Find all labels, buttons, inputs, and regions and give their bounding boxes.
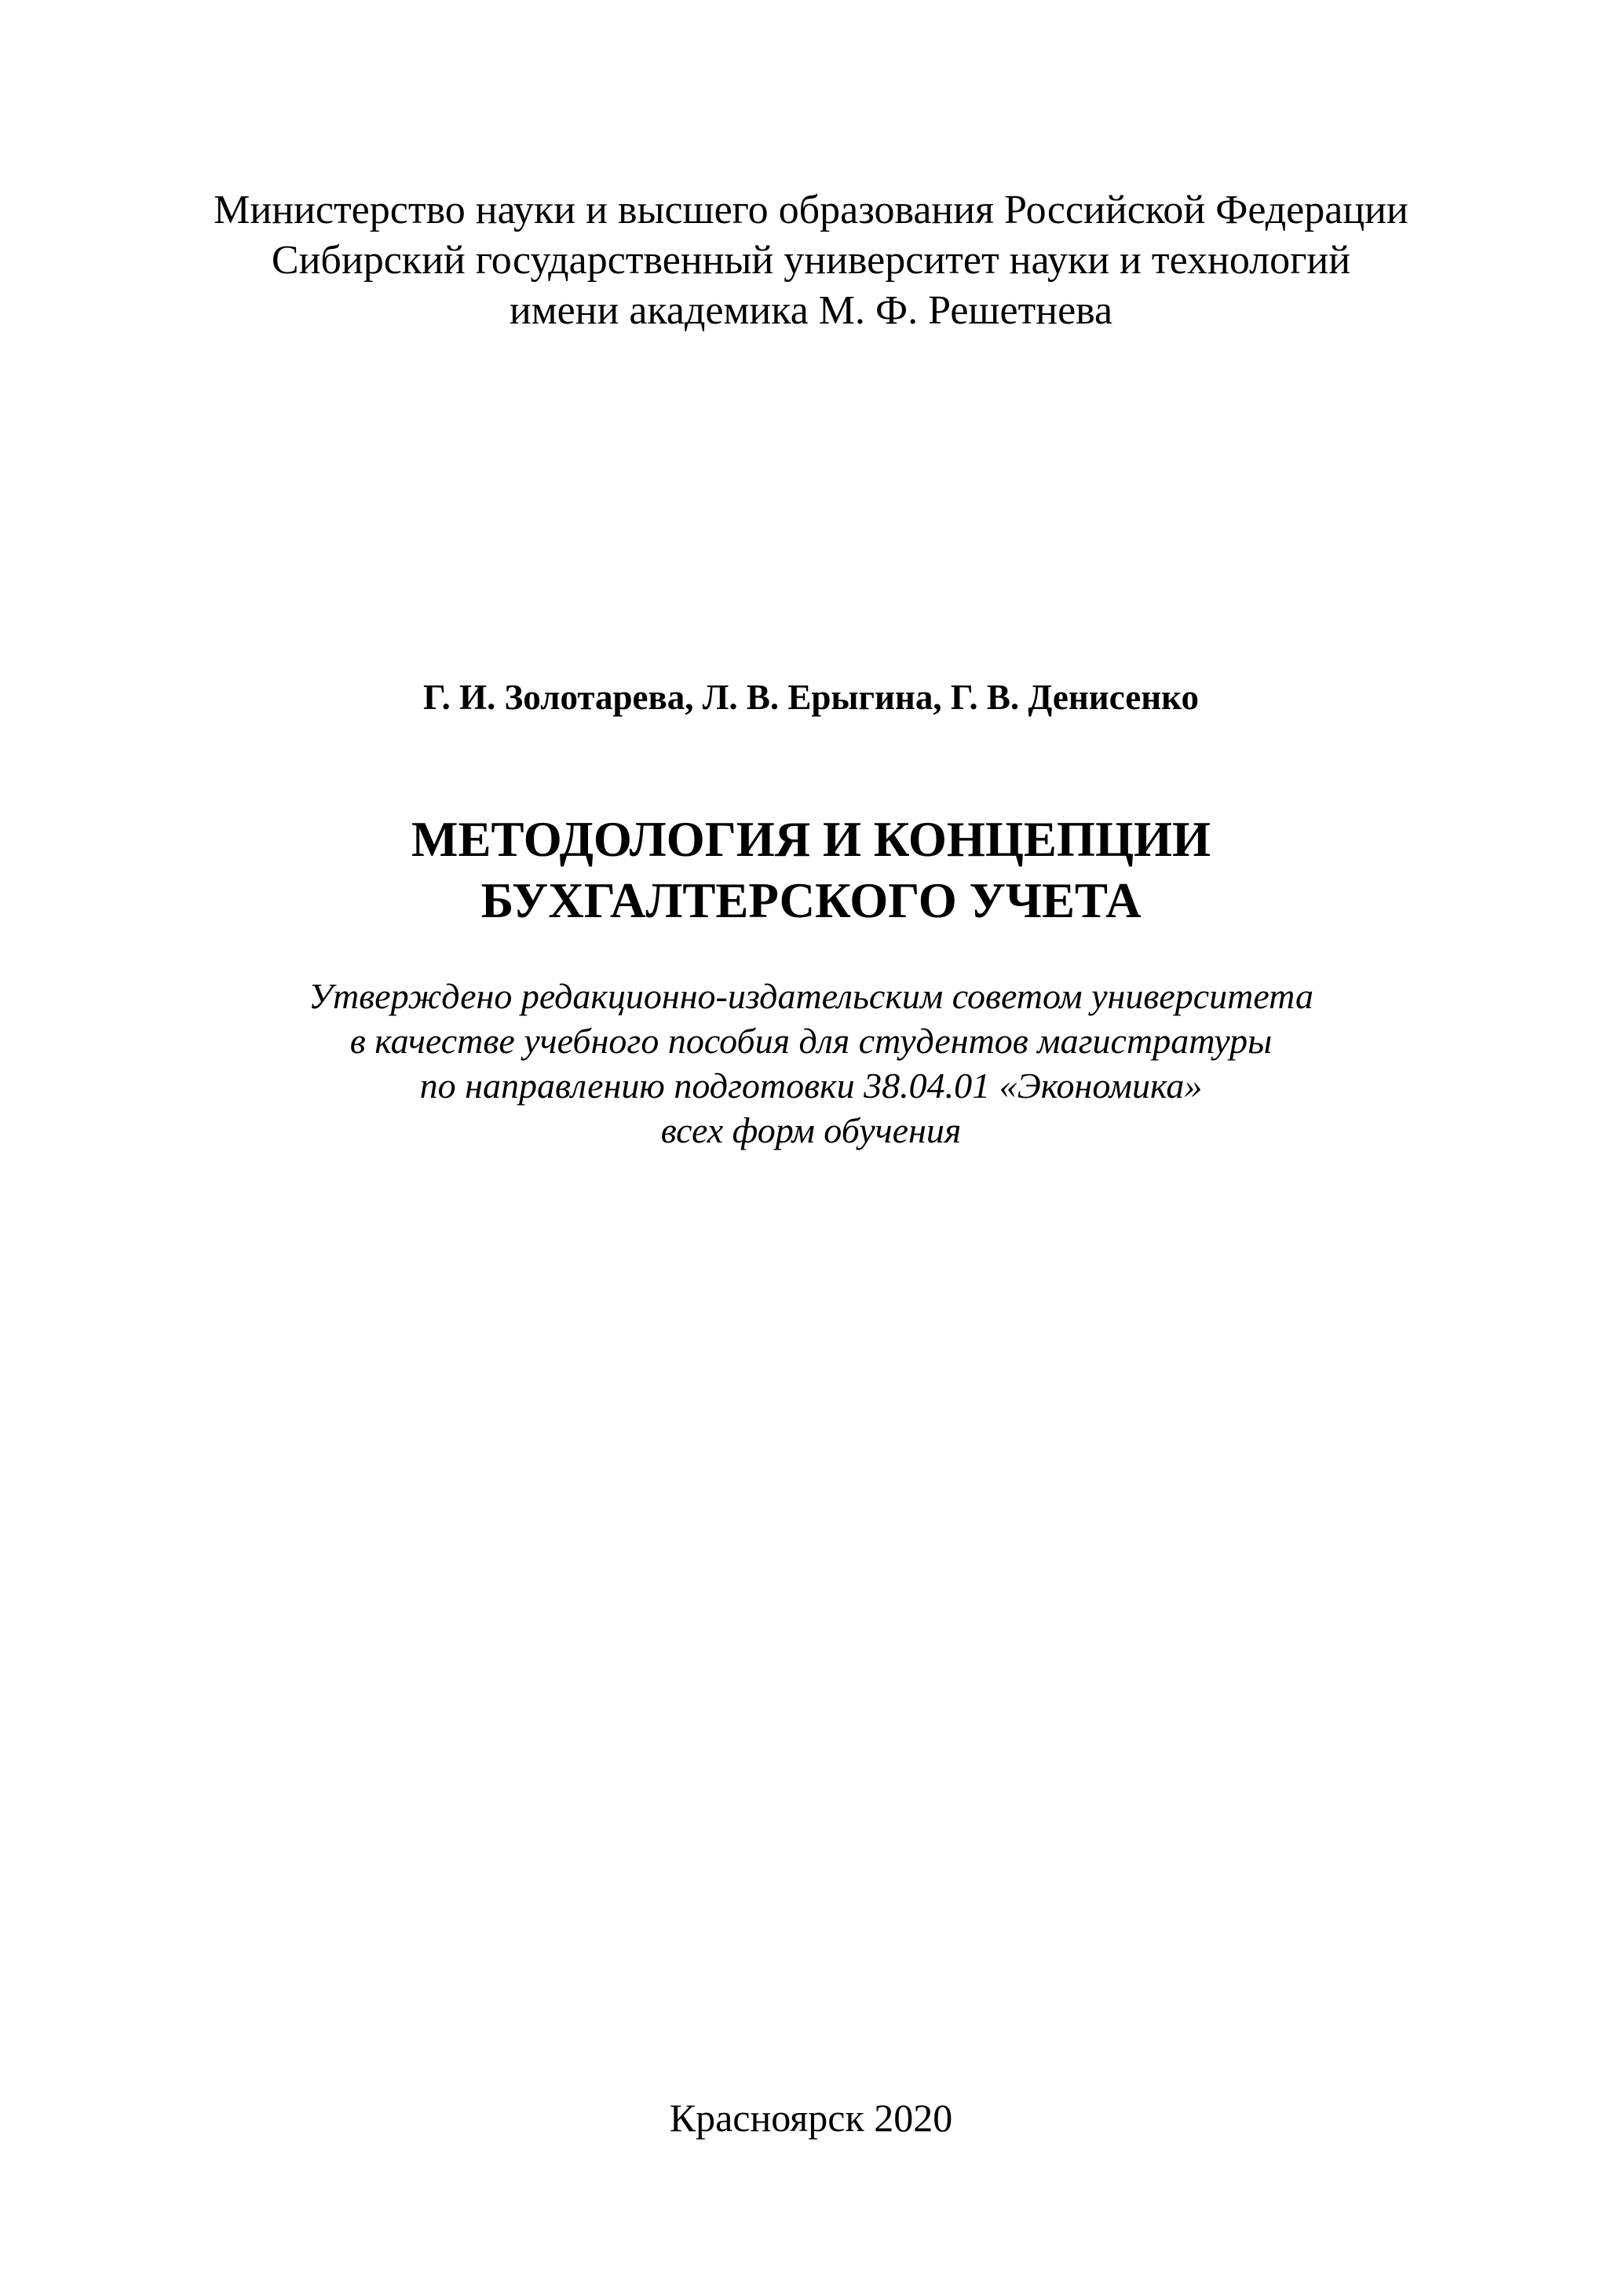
ministry-line: Министерство науки и высшего образования Российской Федерации	[214, 188, 1408, 232]
approval-line-2: в качестве учебного пособия для студентов магистратуры	[349, 1021, 1273, 1061]
title-line-2: БУХГАЛТЕРСКОГО УЧЕТА	[480, 873, 1142, 928]
university-name-line: имени академика М. Ф. Решетнева	[509, 288, 1113, 333]
authors: Г. И. Золотарева, Л. В. Ерыгина, Г. В. Денисенко	[422, 678, 1199, 717]
approval-line-3: по направлению подготовки 38.04.01 «Экономика»	[419, 1066, 1203, 1106]
title-line-1: МЕТОДОЛОГИЯ И КОНЦЕПЦИИ	[411, 812, 1211, 867]
city-year: Красноярск 2020	[669, 2096, 953, 2140]
document-title	[0, 809, 1622, 931]
approval-note	[0, 974, 1622, 1153]
institution-header	[0, 185, 1622, 336]
university-line: Сибирский государственный университет науки и технологий	[271, 238, 1351, 283]
approval-line-1: Утверждено редакционно-издательским советом университета	[309, 976, 1313, 1016]
approval-line-4: всех форм обучения	[660, 1110, 962, 1150]
